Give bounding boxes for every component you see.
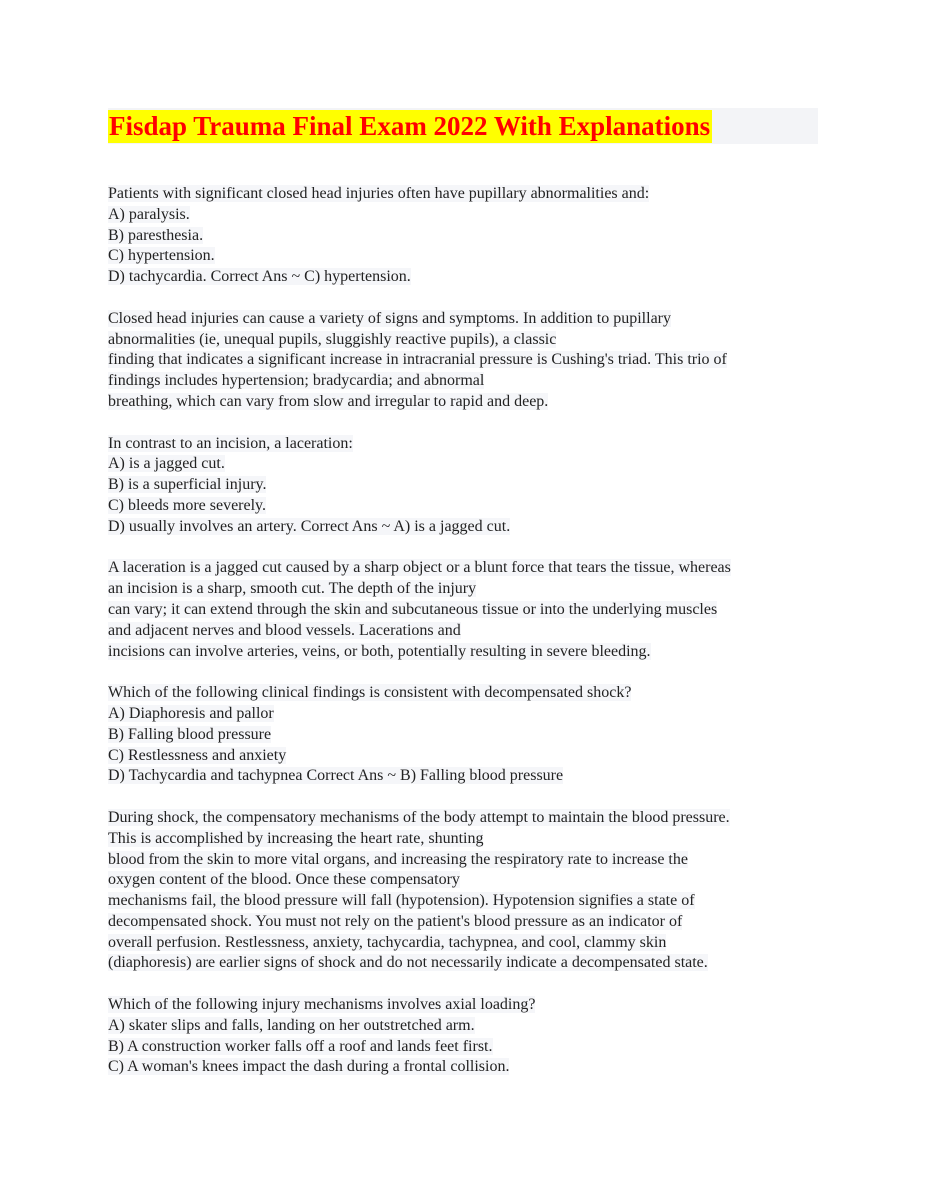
line-text: (diaphoresis) are earlier signs of shock and do not necessarily indicate a decompensated state. <box>108 954 708 972</box>
answer-option <box>108 1037 824 1058</box>
line-text: and adjacent nerves and blood vessels. Lacerations and <box>108 621 461 639</box>
line-text: In contrast to an incision, a laceration: <box>108 434 353 452</box>
explanation-line <box>108 371 824 392</box>
explanation-line <box>108 558 824 579</box>
answer-option <box>108 496 824 517</box>
explanation-block <box>108 309 824 413</box>
line-text: an incision is a sharp, smooth cut. The depth of the injury <box>108 580 477 598</box>
line-text: During shock, the compensatory mechanisms of the body attempt to maintain the blood pressure. <box>108 808 730 826</box>
line-text: can vary; it can extend through the skin and subcutaneous tissue or into the underlying muscles <box>108 600 718 618</box>
line-text: decompensated shock. You must not rely on the patient's blood pressure as an indicator of <box>108 912 683 930</box>
explanation-line <box>108 912 824 933</box>
line-text: A laceration is a jagged cut caused by a sharp object or a blunt force that tears the tissue, whereas <box>108 559 731 577</box>
line-text: C) bleeds more severely. <box>108 496 267 514</box>
explanation-line <box>108 309 824 330</box>
page-title: Fisdap Trauma Final Exam 2022 With Explanations <box>109 111 711 141</box>
question-stem <box>108 184 824 205</box>
question-stem <box>108 434 824 455</box>
line-text: blood from the skin to more vital organs, and increasing the respiratory rate to increase the <box>108 850 688 868</box>
answer-option <box>108 1057 824 1078</box>
answer-option <box>108 226 824 247</box>
answer-option <box>108 475 824 496</box>
answer-option <box>108 704 824 725</box>
explanation-line <box>108 350 824 371</box>
question-block <box>108 434 824 538</box>
question-block <box>108 683 824 787</box>
line-text: mechanisms fail, the blood pressure will fall (hypotension). Hypotension signifies a state of <box>108 892 695 910</box>
line-text: A) Diaphoresis and pallor <box>108 704 274 722</box>
line-text: B) Falling blood pressure <box>108 725 272 743</box>
line-text: B) is a superficial injury. <box>108 476 267 494</box>
line-text: Which of the following injury mechanisms involves axial loading? <box>108 996 536 1014</box>
line-text: C) A woman's knees impact the dash during a frontal collision. <box>108 1058 510 1076</box>
line-text: D) tachycardia. Correct Ans ~ C) hypertension. <box>108 268 411 286</box>
line-text: C) hypertension. <box>108 247 215 265</box>
line-text: abnormalities (ie, unequal pupils, sluggishly reactive pupils), a classic <box>108 330 557 348</box>
line-text: B) A construction worker falls off a roof and lands feet first. <box>108 1037 493 1055</box>
line-text: Which of the following clinical findings is consistent with decompensated shock? <box>108 684 632 702</box>
line-text: Patients with significant closed head injuries often have pupillary abnormalities and: <box>108 185 650 202</box>
explanation-line <box>108 642 824 663</box>
explanation-line <box>108 850 824 871</box>
line-text: incisions can involve arteries, veins, or both, potentially resulting in severe bleeding. <box>108 642 651 660</box>
explanation-line <box>108 600 824 621</box>
explanation-block <box>108 558 824 662</box>
question-block <box>108 184 824 288</box>
explanation-line <box>108 933 824 954</box>
line-text: finding that indicates a significant increase in intracranial pressure is Cushing's triad. This trio of <box>108 351 727 369</box>
explanation-line <box>108 621 824 642</box>
answer-option <box>108 267 824 288</box>
answer-option <box>108 766 824 787</box>
line-text: D) usually involves an artery. Correct Ans ~ A) is a jagged cut. <box>108 517 511 535</box>
explanation-line <box>108 330 824 351</box>
explanation-line <box>108 808 824 829</box>
line-text: This is accomplished by increasing the heart rate, shunting <box>108 829 484 847</box>
line-text: A) is a jagged cut. <box>108 455 225 473</box>
line-text: D) Tachycardia and tachypnea Correct Ans ~ B) Falling blood pressure <box>108 767 564 785</box>
line-text: Closed head injuries can cause a variety of signs and symptoms. In addition to pupillary <box>108 309 671 327</box>
answer-option <box>108 1016 824 1037</box>
answer-option <box>108 246 824 267</box>
question-stem <box>108 683 824 704</box>
line-text: A) skater slips and falls, landing on her outstretched arm. <box>108 1016 475 1034</box>
explanation-line <box>108 829 824 850</box>
line-text: breathing, which can vary from slow and irregular to rapid and deep. <box>108 392 549 410</box>
question-stem <box>108 995 824 1016</box>
answer-option <box>108 454 824 475</box>
line-text: oxygen content of the blood. Once these compensatory <box>108 871 460 889</box>
explanation-line <box>108 953 824 974</box>
answer-option <box>108 205 824 226</box>
explanation-line <box>108 891 824 912</box>
explanation-block <box>108 808 824 974</box>
question-block <box>108 995 824 1078</box>
line-text: A) paralysis. <box>108 205 190 223</box>
answer-option <box>108 746 824 767</box>
line-text: overall perfusion. Restlessness, anxiety, tachycardia, tachypnea, and cool, clammy skin <box>108 933 667 951</box>
answer-option <box>108 725 824 746</box>
explanation-line <box>108 392 824 413</box>
explanation-line <box>108 870 824 891</box>
line-text: findings includes hypertension; bradycardia; and abnormal <box>108 372 485 390</box>
document-body <box>108 184 824 1099</box>
line-text: C) Restlessness and anxiety <box>108 746 287 764</box>
line-text: B) paresthesia. <box>108 226 204 244</box>
explanation-line <box>108 579 824 600</box>
answer-option <box>108 517 824 538</box>
